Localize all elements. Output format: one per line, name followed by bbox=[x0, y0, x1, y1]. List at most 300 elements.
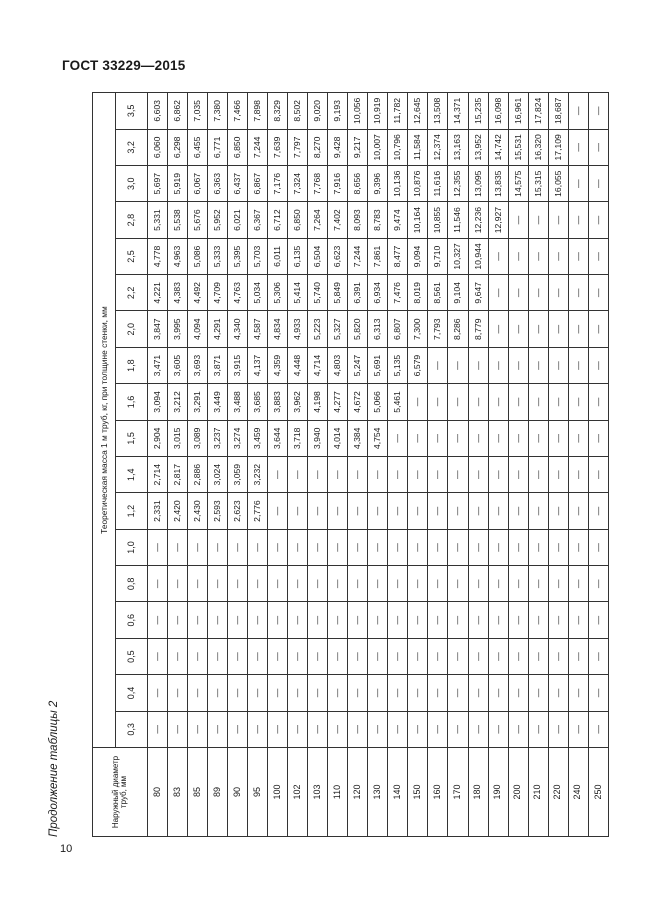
mass-cell: 6,011 bbox=[268, 238, 288, 274]
mass-cell: — bbox=[588, 638, 608, 674]
mass-cell: — bbox=[268, 529, 288, 565]
mass-cell: 5,703 bbox=[248, 238, 268, 274]
mass-cell: — bbox=[528, 457, 548, 493]
mass-cell: — bbox=[148, 638, 168, 674]
mass-cell: — bbox=[568, 566, 588, 602]
mass-cell: 6,623 bbox=[328, 238, 348, 274]
mass-cell: — bbox=[488, 566, 508, 602]
mass-cell: 6,504 bbox=[308, 238, 328, 274]
table-row bbox=[408, 93, 428, 837]
mass-cell: — bbox=[508, 275, 528, 311]
mass-cell: — bbox=[568, 638, 588, 674]
mass-cell: — bbox=[248, 675, 268, 711]
mass-cell: — bbox=[448, 529, 468, 565]
mass-cell: 2,886 bbox=[188, 457, 208, 493]
mass-cell: 4,963 bbox=[168, 238, 188, 274]
table-row bbox=[248, 93, 268, 837]
mass-cell: 18,687 bbox=[548, 93, 568, 130]
mass-cell: — bbox=[528, 675, 548, 711]
mass-cell: — bbox=[488, 457, 508, 493]
mass-cell: 16,055 bbox=[548, 166, 568, 202]
mass-cell: 7,476 bbox=[388, 275, 408, 311]
mass-cell: — bbox=[528, 711, 548, 747]
mass-cell: 4,587 bbox=[248, 311, 268, 347]
diameter-cell: 160 bbox=[428, 748, 448, 837]
mass-cell: 3,605 bbox=[168, 347, 188, 383]
table-row bbox=[428, 93, 448, 837]
diameter-cell: 89 bbox=[208, 748, 228, 837]
mass-cell: — bbox=[468, 493, 488, 529]
mass-cell: — bbox=[428, 602, 448, 638]
mass-cell: — bbox=[388, 493, 408, 529]
mass-cell: — bbox=[588, 275, 608, 311]
mass-cell: 15,531 bbox=[508, 129, 528, 165]
thickness-header: 1,0 bbox=[116, 529, 148, 565]
mass-cell: 5,395 bbox=[228, 238, 248, 274]
mass-cell: — bbox=[368, 675, 388, 711]
mass-cell: 2,430 bbox=[188, 493, 208, 529]
mass-cell: — bbox=[388, 602, 408, 638]
mass-cell: — bbox=[348, 638, 368, 674]
mass-cell: — bbox=[308, 529, 328, 565]
mass-cell: — bbox=[508, 602, 528, 638]
diameter-cell: 100 bbox=[268, 748, 288, 837]
mass-cell: 12,645 bbox=[408, 93, 428, 130]
mass-cell: — bbox=[548, 493, 568, 529]
mass-cell: 14,371 bbox=[448, 93, 468, 130]
mass-cell: — bbox=[588, 166, 608, 202]
mass-cell: 17,109 bbox=[548, 129, 568, 165]
diameter-cell: 210 bbox=[528, 748, 548, 837]
mass-cell: — bbox=[408, 675, 428, 711]
mass-cell: — bbox=[508, 420, 528, 456]
mass-cell: — bbox=[228, 675, 248, 711]
mass-cell: 11,546 bbox=[448, 202, 468, 238]
mass-cell: 4,778 bbox=[148, 238, 168, 274]
mass-cell: 2,623 bbox=[228, 493, 248, 529]
table-row bbox=[348, 93, 368, 837]
mass-cell: — bbox=[428, 711, 448, 747]
mass-cell: 5,820 bbox=[348, 311, 368, 347]
table-row bbox=[188, 93, 208, 837]
mass-cell: 3,232 bbox=[248, 457, 268, 493]
mass-cell: — bbox=[508, 457, 528, 493]
mass-cell: — bbox=[308, 602, 328, 638]
mass-cell: — bbox=[348, 602, 368, 638]
mass-cell: 5,135 bbox=[388, 347, 408, 383]
mass-cell: 4,492 bbox=[188, 275, 208, 311]
mass-cell: 3,940 bbox=[308, 420, 328, 456]
mass-cell: 2,331 bbox=[148, 493, 168, 529]
mass-cell: 6,579 bbox=[408, 347, 428, 383]
mass-cell: — bbox=[188, 566, 208, 602]
mass-cell: — bbox=[168, 566, 188, 602]
mass-cell: 8,019 bbox=[408, 275, 428, 311]
diameter-cell: 102 bbox=[288, 748, 308, 837]
mass-cell: 8,779 bbox=[468, 311, 488, 347]
thickness-header: 1,6 bbox=[116, 384, 148, 420]
mass-cell: — bbox=[288, 675, 308, 711]
continuation-label: Продолжение таблицы 2 bbox=[48, 700, 60, 837]
mass-cell: 7,768 bbox=[308, 166, 328, 202]
mass-cell: 2,817 bbox=[168, 457, 188, 493]
mass-header: Теоретическая масса 1 м труб, кг, при толщине стенки, мм bbox=[93, 93, 116, 748]
mass-cell: 4,291 bbox=[208, 311, 228, 347]
mass-cell: 4,709 bbox=[208, 275, 228, 311]
mass-cell: — bbox=[588, 529, 608, 565]
mass-cell: — bbox=[348, 457, 368, 493]
mass-cell: — bbox=[508, 711, 528, 747]
mass-cell: 4,933 bbox=[288, 311, 308, 347]
mass-cell: 5,849 bbox=[328, 275, 348, 311]
mass-cell: — bbox=[468, 638, 488, 674]
mass-cell: — bbox=[508, 529, 528, 565]
mass-cell: — bbox=[408, 384, 428, 420]
mass-cell: — bbox=[568, 529, 588, 565]
mass-cell: — bbox=[508, 311, 528, 347]
diameter-cell: 130 bbox=[368, 748, 388, 837]
mass-cell: 7,861 bbox=[368, 238, 388, 274]
mass-cell: — bbox=[448, 347, 468, 383]
mass-cell: 4,803 bbox=[328, 347, 348, 383]
mass-cell: — bbox=[528, 638, 548, 674]
mass-cell: 4,754 bbox=[368, 420, 388, 456]
mass-cell: — bbox=[508, 347, 528, 383]
mass-cell: 5,333 bbox=[208, 238, 228, 274]
mass-cell: — bbox=[468, 711, 488, 747]
mass-cell: — bbox=[488, 420, 508, 456]
mass-cell: — bbox=[368, 711, 388, 747]
mass-cell: — bbox=[348, 566, 368, 602]
mass-cell: — bbox=[488, 602, 508, 638]
mass-cell: 3,471 bbox=[148, 347, 168, 383]
mass-cell: 8,270 bbox=[308, 129, 328, 165]
mass-cell: 3,237 bbox=[208, 420, 228, 456]
diameter-cell: 250 bbox=[588, 748, 608, 837]
mass-cell: — bbox=[328, 602, 348, 638]
mass-cell: — bbox=[248, 711, 268, 747]
mass-cell: 6,934 bbox=[368, 275, 388, 311]
mass-cell: — bbox=[308, 638, 328, 674]
mass-cell: — bbox=[588, 420, 608, 456]
mass-cell: — bbox=[388, 566, 408, 602]
mass-cell: — bbox=[328, 711, 348, 747]
mass-cell: 5,086 bbox=[188, 238, 208, 274]
mass-cell: — bbox=[508, 675, 528, 711]
mass-cell: 4,834 bbox=[268, 311, 288, 347]
mass-cell: 5,919 bbox=[168, 166, 188, 202]
mass-cell: 6,455 bbox=[188, 129, 208, 165]
mass-cell: 7,176 bbox=[268, 166, 288, 202]
diameter-cell: 110 bbox=[328, 748, 348, 837]
mass-cell: — bbox=[248, 638, 268, 674]
mass-cell: — bbox=[548, 602, 568, 638]
mass-cell: — bbox=[468, 457, 488, 493]
mass-cell: — bbox=[148, 711, 168, 747]
mass-cell: 15,235 bbox=[468, 93, 488, 130]
mass-cell: 12,236 bbox=[468, 202, 488, 238]
mass-cell: 11,616 bbox=[428, 166, 448, 202]
diameter-cell: 170 bbox=[448, 748, 468, 837]
mass-cell: — bbox=[588, 602, 608, 638]
mass-cell: 12,374 bbox=[428, 129, 448, 165]
mass-cell: 7,793 bbox=[428, 311, 448, 347]
mass-cell: 9,474 bbox=[388, 202, 408, 238]
mass-cell: 7,035 bbox=[188, 93, 208, 130]
mass-cell: — bbox=[308, 493, 328, 529]
table-row bbox=[448, 93, 468, 837]
mass-cell: 6,298 bbox=[168, 129, 188, 165]
mass-cell: 13,095 bbox=[468, 166, 488, 202]
mass-cell: 9,094 bbox=[408, 238, 428, 274]
mass-cell: — bbox=[508, 384, 528, 420]
mass-cell: 3,089 bbox=[188, 420, 208, 456]
thickness-header: 0,3 bbox=[116, 711, 148, 747]
table-row bbox=[308, 93, 328, 837]
mass-cell: — bbox=[568, 675, 588, 711]
mass-cell: — bbox=[408, 602, 428, 638]
mass-cell: — bbox=[468, 675, 488, 711]
mass-cell: 10,007 bbox=[368, 129, 388, 165]
thickness-header: 2,0 bbox=[116, 311, 148, 347]
mass-cell: — bbox=[568, 347, 588, 383]
mass-cell: — bbox=[548, 238, 568, 274]
mass-cell: 6,367 bbox=[248, 202, 268, 238]
mass-cell: 6,391 bbox=[348, 275, 368, 311]
diameter-cell: 85 bbox=[188, 748, 208, 837]
mass-cell: — bbox=[348, 493, 368, 529]
mass-cell: 2,904 bbox=[148, 420, 168, 456]
mass-cell: 7,244 bbox=[248, 129, 268, 165]
mass-cell: — bbox=[548, 457, 568, 493]
mass-cell: — bbox=[328, 675, 348, 711]
mass-cell: — bbox=[548, 529, 568, 565]
mass-cell: — bbox=[248, 566, 268, 602]
mass-cell: — bbox=[488, 347, 508, 383]
mass-cell: — bbox=[528, 420, 548, 456]
mass-cell: 8,286 bbox=[448, 311, 468, 347]
mass-cell: 14,742 bbox=[488, 129, 508, 165]
mass-cell: — bbox=[448, 457, 468, 493]
mass-cell: — bbox=[448, 493, 468, 529]
mass-cell: — bbox=[248, 602, 268, 638]
mass-cell: — bbox=[428, 638, 448, 674]
mass-cell: — bbox=[528, 202, 548, 238]
mass-cell: 12,927 bbox=[488, 202, 508, 238]
mass-cell: 4,198 bbox=[308, 384, 328, 420]
mass-cell: — bbox=[148, 566, 168, 602]
mass-cell: — bbox=[548, 311, 568, 347]
mass-cell: 4,714 bbox=[308, 347, 328, 383]
mass-cell: 4,672 bbox=[348, 384, 368, 420]
mass-cell: — bbox=[188, 529, 208, 565]
mass-cell: — bbox=[268, 566, 288, 602]
mass-cell: 5,740 bbox=[308, 275, 328, 311]
mass-cell: — bbox=[548, 202, 568, 238]
mass-cell: 4,340 bbox=[228, 311, 248, 347]
mass-cell: — bbox=[488, 638, 508, 674]
document-header: ГОСТ 33229—2015 bbox=[62, 58, 186, 73]
mass-cell: 4,277 bbox=[328, 384, 348, 420]
mass-cell: — bbox=[448, 675, 468, 711]
mass-cell: 6,021 bbox=[228, 202, 248, 238]
mass-cell: — bbox=[448, 420, 468, 456]
mass-cell: 7,402 bbox=[328, 202, 348, 238]
table-row bbox=[468, 93, 488, 837]
table-rotator bbox=[48, 92, 609, 837]
diameter-cell: 180 bbox=[468, 748, 488, 837]
diameter-cell: 83 bbox=[168, 748, 188, 837]
diameter-cell: 140 bbox=[388, 748, 408, 837]
mass-cell: — bbox=[308, 711, 328, 747]
mass-cell: — bbox=[268, 602, 288, 638]
table-row bbox=[208, 93, 228, 837]
mass-cell: — bbox=[568, 93, 588, 130]
mass-cell: 6,313 bbox=[368, 311, 388, 347]
mass-cell: — bbox=[568, 166, 588, 202]
mass-cell: — bbox=[508, 566, 528, 602]
mass-cell: 6,060 bbox=[148, 129, 168, 165]
mass-cell: 6,363 bbox=[208, 166, 228, 202]
mass-cell: — bbox=[328, 638, 348, 674]
mass-cell: 13,163 bbox=[448, 129, 468, 165]
mass-cell: — bbox=[208, 711, 228, 747]
mass-cell: 3,459 bbox=[248, 420, 268, 456]
mass-cell: 5,697 bbox=[148, 166, 168, 202]
mass-cell: — bbox=[488, 384, 508, 420]
mass-cell: 7,639 bbox=[268, 129, 288, 165]
diameter-header: Наружный диаметр труб, мм bbox=[93, 748, 148, 837]
mass-cell: — bbox=[168, 638, 188, 674]
mass-cell: 13,835 bbox=[488, 166, 508, 202]
mass-cell: — bbox=[488, 311, 508, 347]
mass-cell: — bbox=[428, 384, 448, 420]
mass-cell: — bbox=[528, 602, 548, 638]
mass-cell: 3,995 bbox=[168, 311, 188, 347]
mass-cell: 13,508 bbox=[428, 93, 448, 130]
thickness-header: 1,2 bbox=[116, 493, 148, 529]
mass-cell: — bbox=[288, 602, 308, 638]
mass-cell: — bbox=[488, 529, 508, 565]
mass-cell: — bbox=[168, 711, 188, 747]
diameter-cell: 120 bbox=[348, 748, 368, 837]
mass-cell: — bbox=[468, 529, 488, 565]
mass-cell: — bbox=[408, 711, 428, 747]
mass-cell: — bbox=[308, 566, 328, 602]
mass-cell: 9,396 bbox=[368, 166, 388, 202]
mass-cell: — bbox=[208, 529, 228, 565]
mass-cell: — bbox=[588, 566, 608, 602]
table-row bbox=[568, 93, 588, 837]
mass-cell: — bbox=[388, 675, 408, 711]
mass-cell: — bbox=[368, 638, 388, 674]
mass-cell: — bbox=[348, 529, 368, 565]
mass-cell: 3,718 bbox=[288, 420, 308, 456]
mass-cell: 5,538 bbox=[168, 202, 188, 238]
mass-cell: — bbox=[548, 711, 568, 747]
mass-cell: 17,824 bbox=[528, 93, 548, 130]
mass-cell: — bbox=[588, 129, 608, 165]
mass-cell: — bbox=[588, 347, 608, 383]
table-row bbox=[328, 93, 348, 837]
thickness-header: 2,2 bbox=[116, 275, 148, 311]
mass-cell: 11,782 bbox=[388, 93, 408, 130]
diameter-cell: 190 bbox=[488, 748, 508, 837]
table-row bbox=[368, 93, 388, 837]
mass-cell: — bbox=[588, 457, 608, 493]
mass-cell: 8,561 bbox=[428, 275, 448, 311]
diameter-cell: 80 bbox=[148, 748, 168, 837]
mass-cell: — bbox=[268, 493, 288, 529]
mass-cell: — bbox=[428, 566, 448, 602]
mass-cell: — bbox=[588, 493, 608, 529]
thickness-header: 0,4 bbox=[116, 675, 148, 711]
mass-cell: 5,461 bbox=[388, 384, 408, 420]
mass-cell: — bbox=[408, 638, 428, 674]
mass-cell: — bbox=[568, 129, 588, 165]
mass-cell: — bbox=[368, 457, 388, 493]
table-row bbox=[148, 93, 168, 837]
mass-cell: — bbox=[568, 238, 588, 274]
thickness-header: 2,5 bbox=[116, 238, 148, 274]
diameter-cell: 103 bbox=[308, 748, 328, 837]
table-row bbox=[228, 93, 248, 837]
mass-cell: — bbox=[568, 602, 588, 638]
mass-cell: — bbox=[228, 566, 248, 602]
mass-cell: — bbox=[348, 675, 368, 711]
mass-cell: 3,291 bbox=[188, 384, 208, 420]
mass-cell: 7,466 bbox=[228, 93, 248, 130]
mass-cell: — bbox=[488, 275, 508, 311]
mass-cell: — bbox=[148, 529, 168, 565]
mass-cell: — bbox=[568, 275, 588, 311]
mass-cell: — bbox=[448, 566, 468, 602]
table-row bbox=[388, 93, 408, 837]
mass-cell: — bbox=[428, 347, 448, 383]
mass-cell: — bbox=[588, 202, 608, 238]
mass-cell: 6,850 bbox=[228, 129, 248, 165]
mass-cell: — bbox=[388, 711, 408, 747]
mass-cell: — bbox=[528, 311, 548, 347]
mass-cell: — bbox=[268, 638, 288, 674]
mass-cell: — bbox=[228, 529, 248, 565]
mass-cell: 3,685 bbox=[248, 384, 268, 420]
mass-cell: 6,771 bbox=[208, 129, 228, 165]
mass-cell: — bbox=[288, 566, 308, 602]
table-body bbox=[148, 93, 609, 837]
mass-cell: 4,359 bbox=[268, 347, 288, 383]
mass-cell: — bbox=[548, 420, 568, 456]
diameter-cell: 200 bbox=[508, 748, 528, 837]
mass-cell: — bbox=[368, 529, 388, 565]
mass-cell: 10,164 bbox=[408, 202, 428, 238]
mass-cell: — bbox=[508, 202, 528, 238]
mass-cell: — bbox=[168, 529, 188, 565]
mass-cell: — bbox=[168, 602, 188, 638]
mass-cell: — bbox=[468, 602, 488, 638]
mass-cell: — bbox=[308, 457, 328, 493]
mass-cell: — bbox=[548, 275, 568, 311]
mass-cell: — bbox=[488, 675, 508, 711]
mass-cell: 6,437 bbox=[228, 166, 248, 202]
mass-cell: 7,244 bbox=[348, 238, 368, 274]
thickness-header: 3,5 bbox=[116, 93, 148, 130]
table-row bbox=[168, 93, 188, 837]
mass-cell: 2,420 bbox=[168, 493, 188, 529]
mass-cell: 4,094 bbox=[188, 311, 208, 347]
mass-cell: 3,883 bbox=[268, 384, 288, 420]
mass-cell: — bbox=[188, 602, 208, 638]
